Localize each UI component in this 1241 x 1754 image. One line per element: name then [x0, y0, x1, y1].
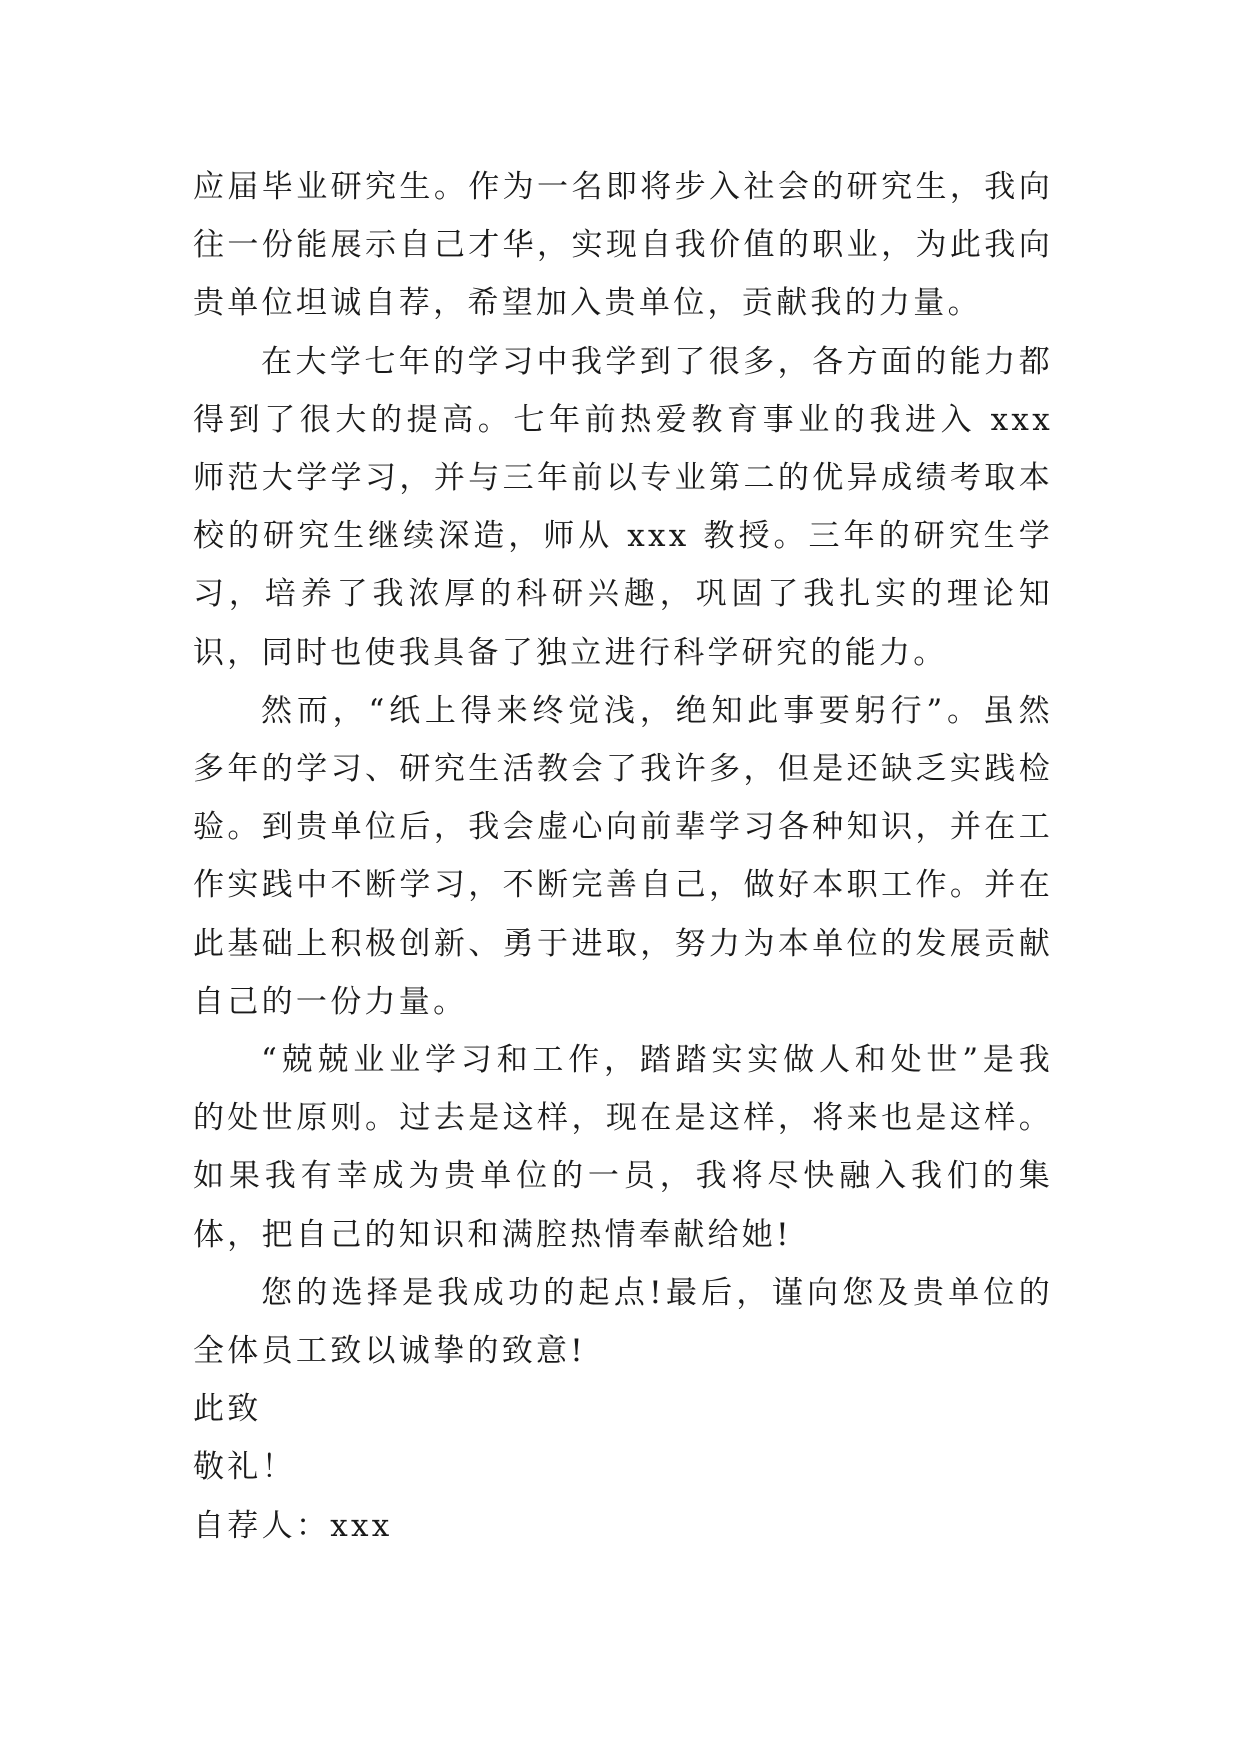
- paragraph-practice: 然而，“纸上得来终觉浅，绝知此事要躬行”。虽然多年的学习、研究生活教会了我许多，但是还缺乏实践检验。到贵单位后，我会虚心向前辈学习各种知识，并在工作实践中不断学习，不断完善自己，做好本职工作。并在此基础上积极创新、勇于进取，努力为本单位的发展贡献自己的一份力量。: [193, 692, 1053, 1020]
- letter-body: [193, 158, 1053, 1555]
- paragraph-principle: “兢兢业业学习和工作，踏踏实实做人和处世”是我的处世原则。过去是这样，现在是这样，将来也是这样。如果我有幸成为贵单位的一员，我将尽快融入我们的集体，把自己的知识和满腔热情奉献给她!: [193, 1042, 1053, 1253]
- closing-regards: 敬礼！: [193, 1449, 296, 1486]
- paragraph-opening: 应届毕业研究生。作为一名即将步入社会的研究生，我向往一份能展示自己才华，实现自我价值的职业，为此我向贵单位坦诚自荐，希望加入贵单位，贡献我的力量。: [193, 169, 1053, 322]
- paragraph-education: 在大学七年的学习中我学到了很多，各方面的能力都得到了很大的提高。七年前热爱教育事业的我进入 xxx 师范大学学习，并与三年前以专业第二的优异成绩考取本校的研究生继续深造，师从 xxx 教授。三年的研究生学习，培养了我浓厚的科研兴趣，巩固了我扎实的理论知识，同时也使我具备了独立进行科学研究的能力。: [193, 343, 1053, 671]
- closing-salutation: 此致: [193, 1391, 262, 1428]
- paragraph-thanks: 您的选择是我成功的起点!最后，谨向您及贵单位的全体员工致以诚挚的致意!: [193, 1274, 1053, 1370]
- signature: 自荐人：xxx: [193, 1507, 393, 1544]
